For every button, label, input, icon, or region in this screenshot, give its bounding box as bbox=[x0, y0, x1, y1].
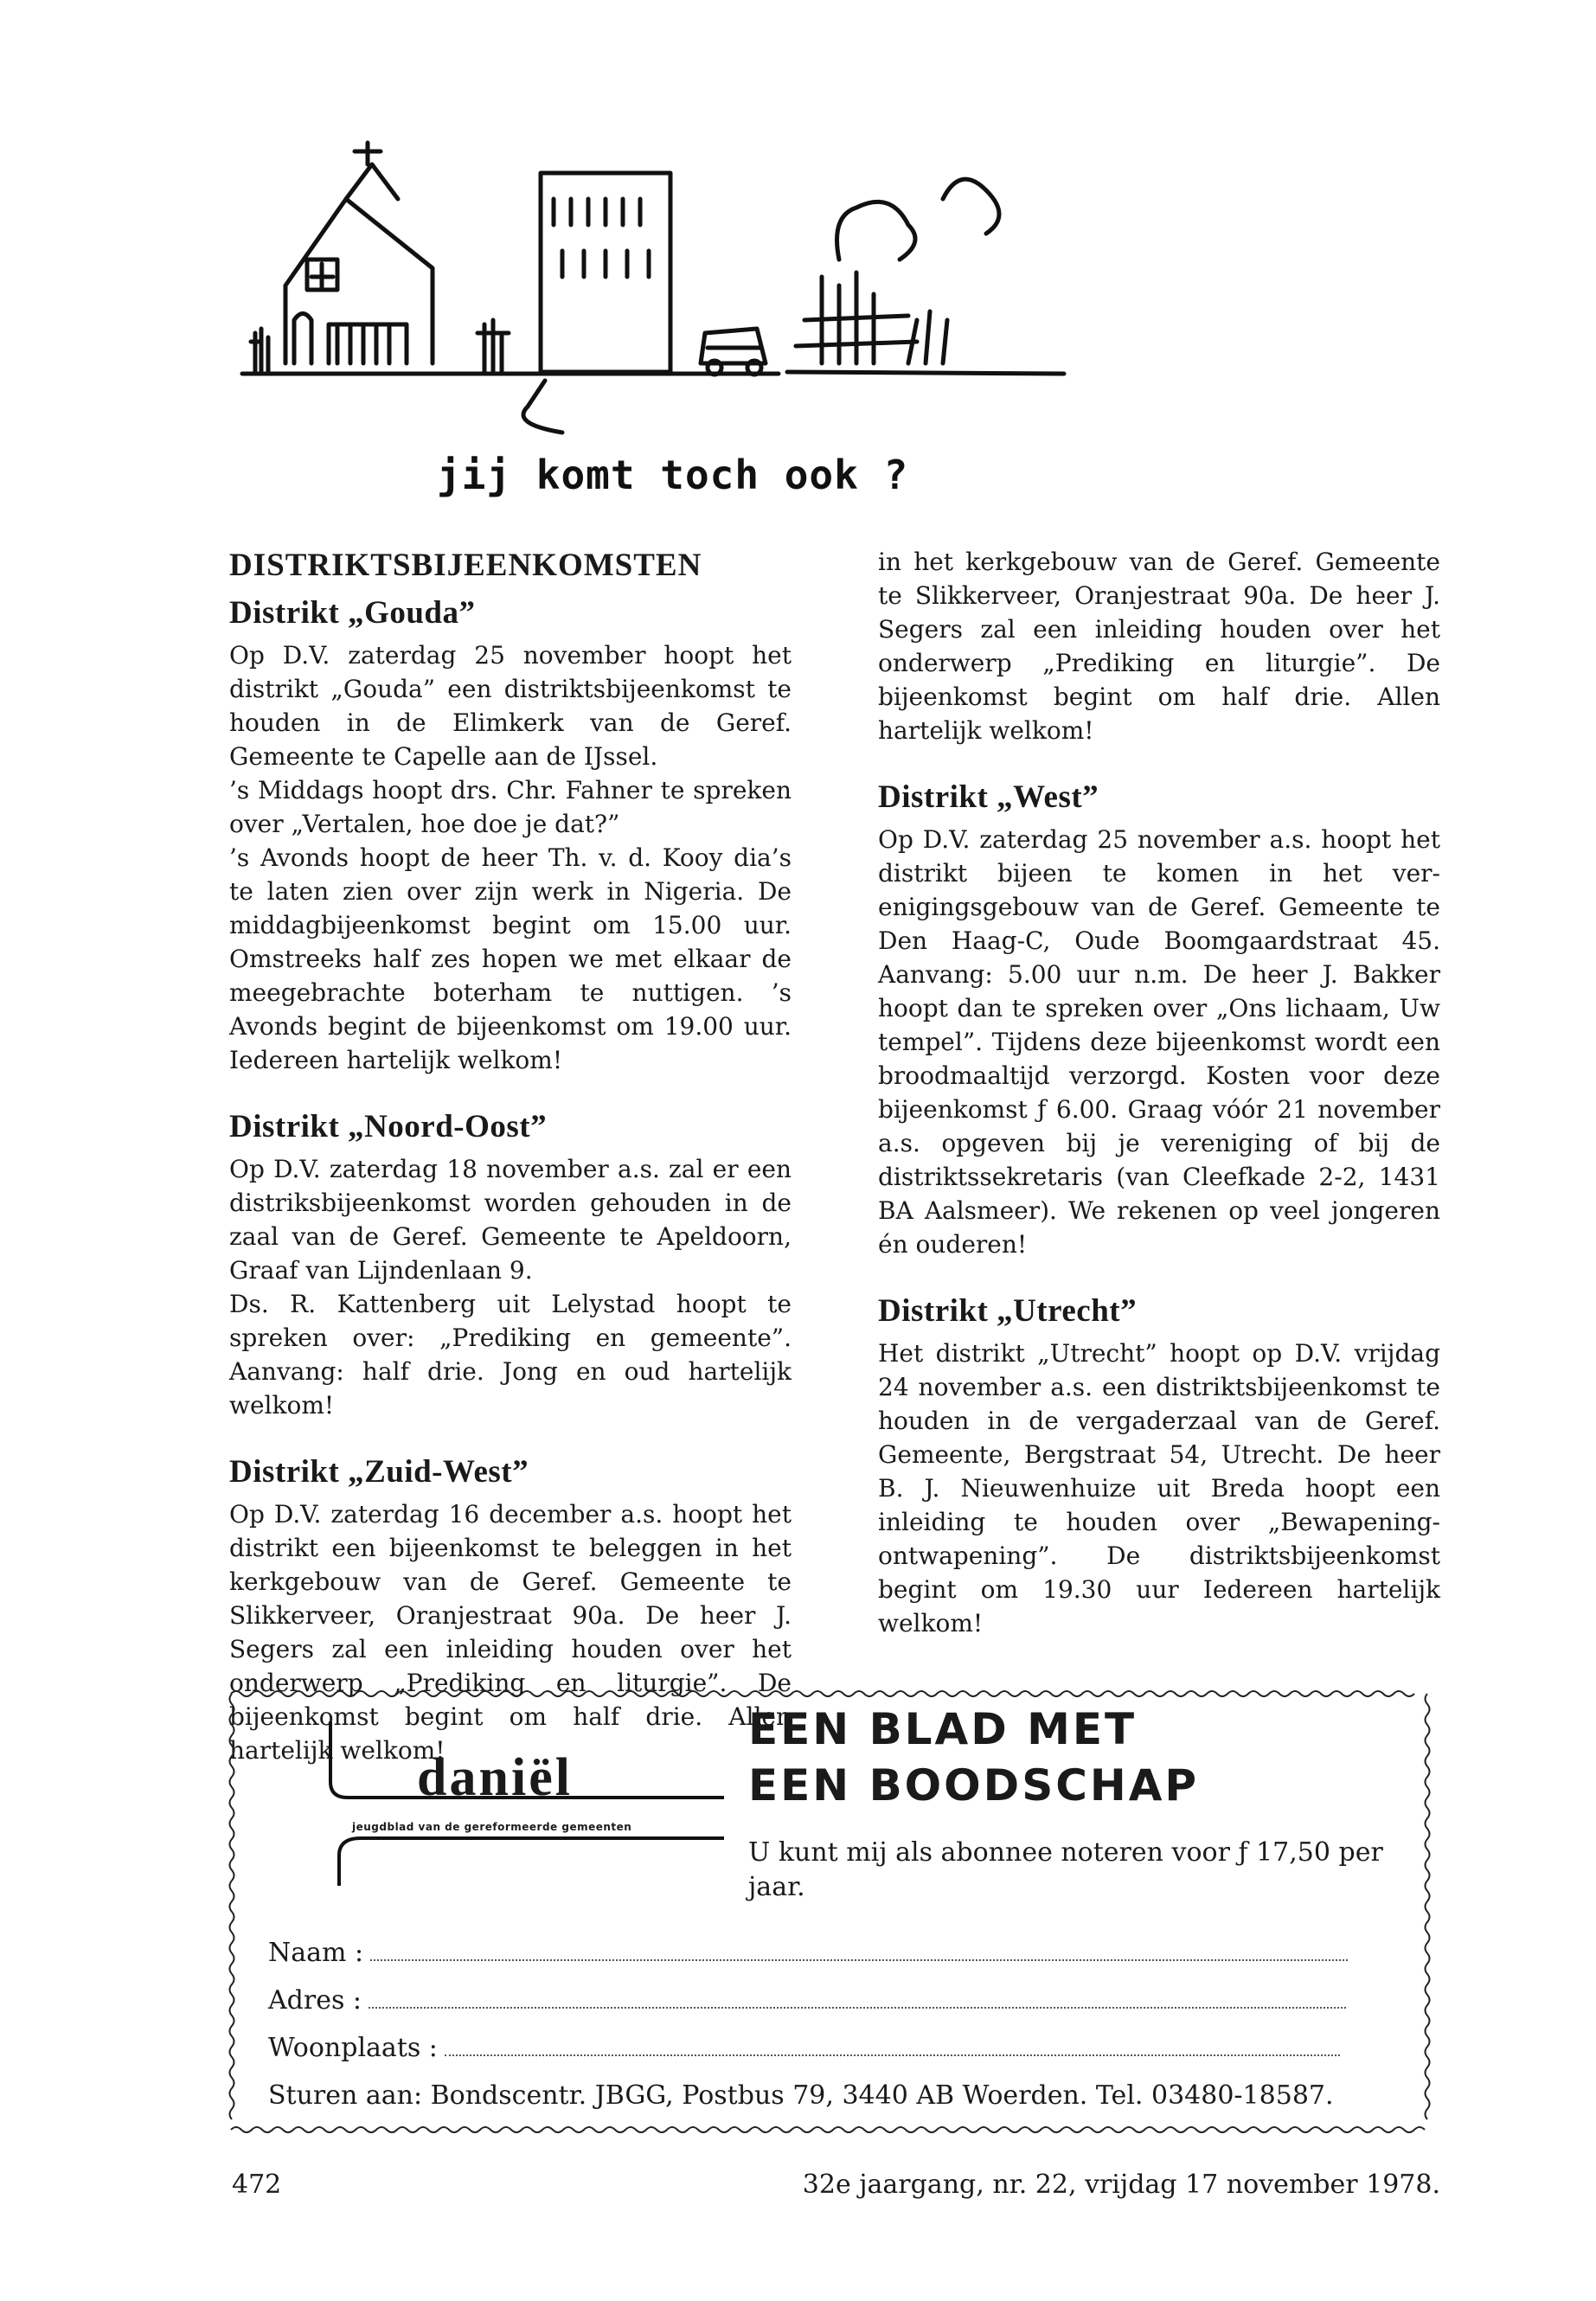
naam-label: Naam : bbox=[268, 1938, 364, 1968]
woonplaats-label: Woonplaats : bbox=[268, 2033, 438, 2063]
ad-headline-line1: EEN BLAD MET bbox=[748, 1704, 1138, 1754]
district-paragraph-continued: Op D.V. zaterdag 16 december a.s. hoopt het distrikt een bijeenkomst te beleggen in het kerkgebouw van de Geref. Gemeente te Slikkerveer, Oranjestraat 90a. De heer J. Segers zal een inleiding houden over het onderwerp „Prediking en liturgie”. De bijeenkomst begint om half drie. Allen hartelijk welkom! bbox=[229, 1500, 792, 1765]
district-paragraph: ’s Middags hoopt drs. Chr. Fahner te spreken over „Vertalen, hoe doe je dat?” bbox=[229, 776, 792, 838]
district-utrecht bbox=[878, 1292, 1440, 1640]
district-paragraph: ’s Avonds hoopt de heer Th. v. d. Kooy dia’s te laten zien over zijn werk in Nigeria. De middagbijeenkomst begint om 15.00 uur. Omstreeks half zes hopen we met elkaar de meegebrachte boterham te nuttigen. ’s Avonds begint de bijeenkomst om 19.00 uur. Iedereen hartelijk welkom! bbox=[229, 843, 792, 1074]
district-title: Distrikt „Utrecht” bbox=[878, 1293, 1138, 1329]
woonplaats-field[interactable] bbox=[445, 2035, 1340, 2056]
form-row-woonplaats bbox=[268, 2033, 1340, 2063]
ad-offer-text: U kunt mij als abonnee noteren voor ƒ 17,50 per jaar. bbox=[748, 1837, 1383, 1902]
district-zuid-west bbox=[229, 1453, 792, 1765]
daniel-logo-subtitle: jeugdblad van de gereformeerde gemeenten bbox=[352, 1821, 632, 1833]
district-title: Distrikt „Zuid-West” bbox=[229, 1454, 529, 1490]
adres-label: Adres : bbox=[268, 1985, 362, 2016]
district-paragraph: Op D.V. zaterdag 25 november hoopt het distrikt „Gouda” een distriktsbijeenkomst te houden in de Elimkerk van de Geref. Gemeente te Capelle aan de IJssel. bbox=[229, 641, 792, 771]
district-paragraph: Op D.V. zaterdag 18 november a.s. zal er een distriksbijeenkomst worden gehouden in de zaal van de Geref. Gemeente te Apeldoorn, Graaf van Lijndenlaan 9. bbox=[229, 1155, 792, 1285]
district-gouda bbox=[229, 594, 792, 1077]
send-to-address bbox=[268, 2080, 1334, 2111]
ad-headline-line2: EEN BOODSCHAP bbox=[748, 1760, 1200, 1811]
form-row-adres bbox=[268, 1985, 1346, 2016]
daniel-logo-word: daniël bbox=[417, 1748, 573, 1807]
district-paragraph: Het distrikt „Utrecht” hoopt op D.V. vrijdag 24 november a.s. een distriktsbijeenkomst te houden in de vergaderzaal van de Geref. Gemeente, Bergstraat 54, Utrecht. De heer B. J. Nieuwenhuize uit Breda hoopt een inleiding te houden over „Bewapening-ontwapening”. De distriktsbijeenkomst begint om 19.30 uur Iedereen hartelijk welkom! bbox=[878, 1339, 1440, 1638]
district-west bbox=[878, 779, 1440, 1261]
district-paragraph: Op D.V. zaterdag 25 november a.s. hoopt het distrikt bijeen te komen in het verenigingsgebouw van de Geref. Gemeente te Den Haag-C, Oude Boomgaardstraat 45. Aanvang: 5.00 uur n.m. De heer J. Bakker hoopt dan te spreken over „Ons lichaam, Uw tempel”. Tijdens deze bijeenkomst wordt een broodmaaltijd verzorgd. Kosten voor deze bijeenkomst ƒ 6.00. Graag vóór 21 november a.s. opgeven bij je vereniging of bij de distriktssekretaris (van Cleefkade 2-2, 1431 BA Aalsmeer). We rekenen op veel jongeren én ouderen! bbox=[878, 825, 1440, 1259]
page-number: 472 bbox=[232, 2170, 282, 2200]
form-row-naam bbox=[268, 1938, 1348, 1968]
naam-field[interactable] bbox=[370, 1940, 1348, 1961]
village-street-drawing bbox=[234, 147, 1064, 433]
district-zuid-west-continuation: in het kerkgebouw van de Geref. Gemeente te Slikkerveer, Oranjestraat 90a. De heer J. Segers zal een inleiding houden over het onderwerp „Prediking en liturgie”. De bijeenkomst begint om half drie. Allen hartelijk welkom! bbox=[878, 548, 1440, 745]
district-title: Distrikt „Noord-Oost” bbox=[229, 1109, 548, 1144]
district-paragraph: Ds. R. Kattenberg uit Lelystad hoopt te spreken over: „Prediking en gemeente”. Aanvang: half drie. Jong en oud hartelijk welkom! bbox=[229, 1290, 792, 1420]
district-title: Distrikt „West” bbox=[878, 779, 1099, 815]
district-noord-oost bbox=[229, 1108, 792, 1422]
illustration-caption: jij komt toch ook ? bbox=[437, 452, 909, 498]
issue-info: 32e jaargang, nr. 22, vrijdag 17 november 1978. bbox=[802, 2170, 1440, 2200]
left-column bbox=[229, 547, 792, 1765]
adres-field[interactable] bbox=[369, 1988, 1346, 2009]
subscription-coupon bbox=[227, 1687, 1433, 2137]
send-to-text: Sturen aan: Bondscentr. JBGG, Postbus 79, 3440 AB Woerden. Tel. 03480-18587. bbox=[268, 2080, 1334, 2111]
district-title: Distrikt „Gouda” bbox=[229, 595, 476, 631]
right-column bbox=[878, 547, 1440, 1671]
section-heading: DISTRIKTSBIJEENKOMSTEN bbox=[229, 548, 702, 583]
